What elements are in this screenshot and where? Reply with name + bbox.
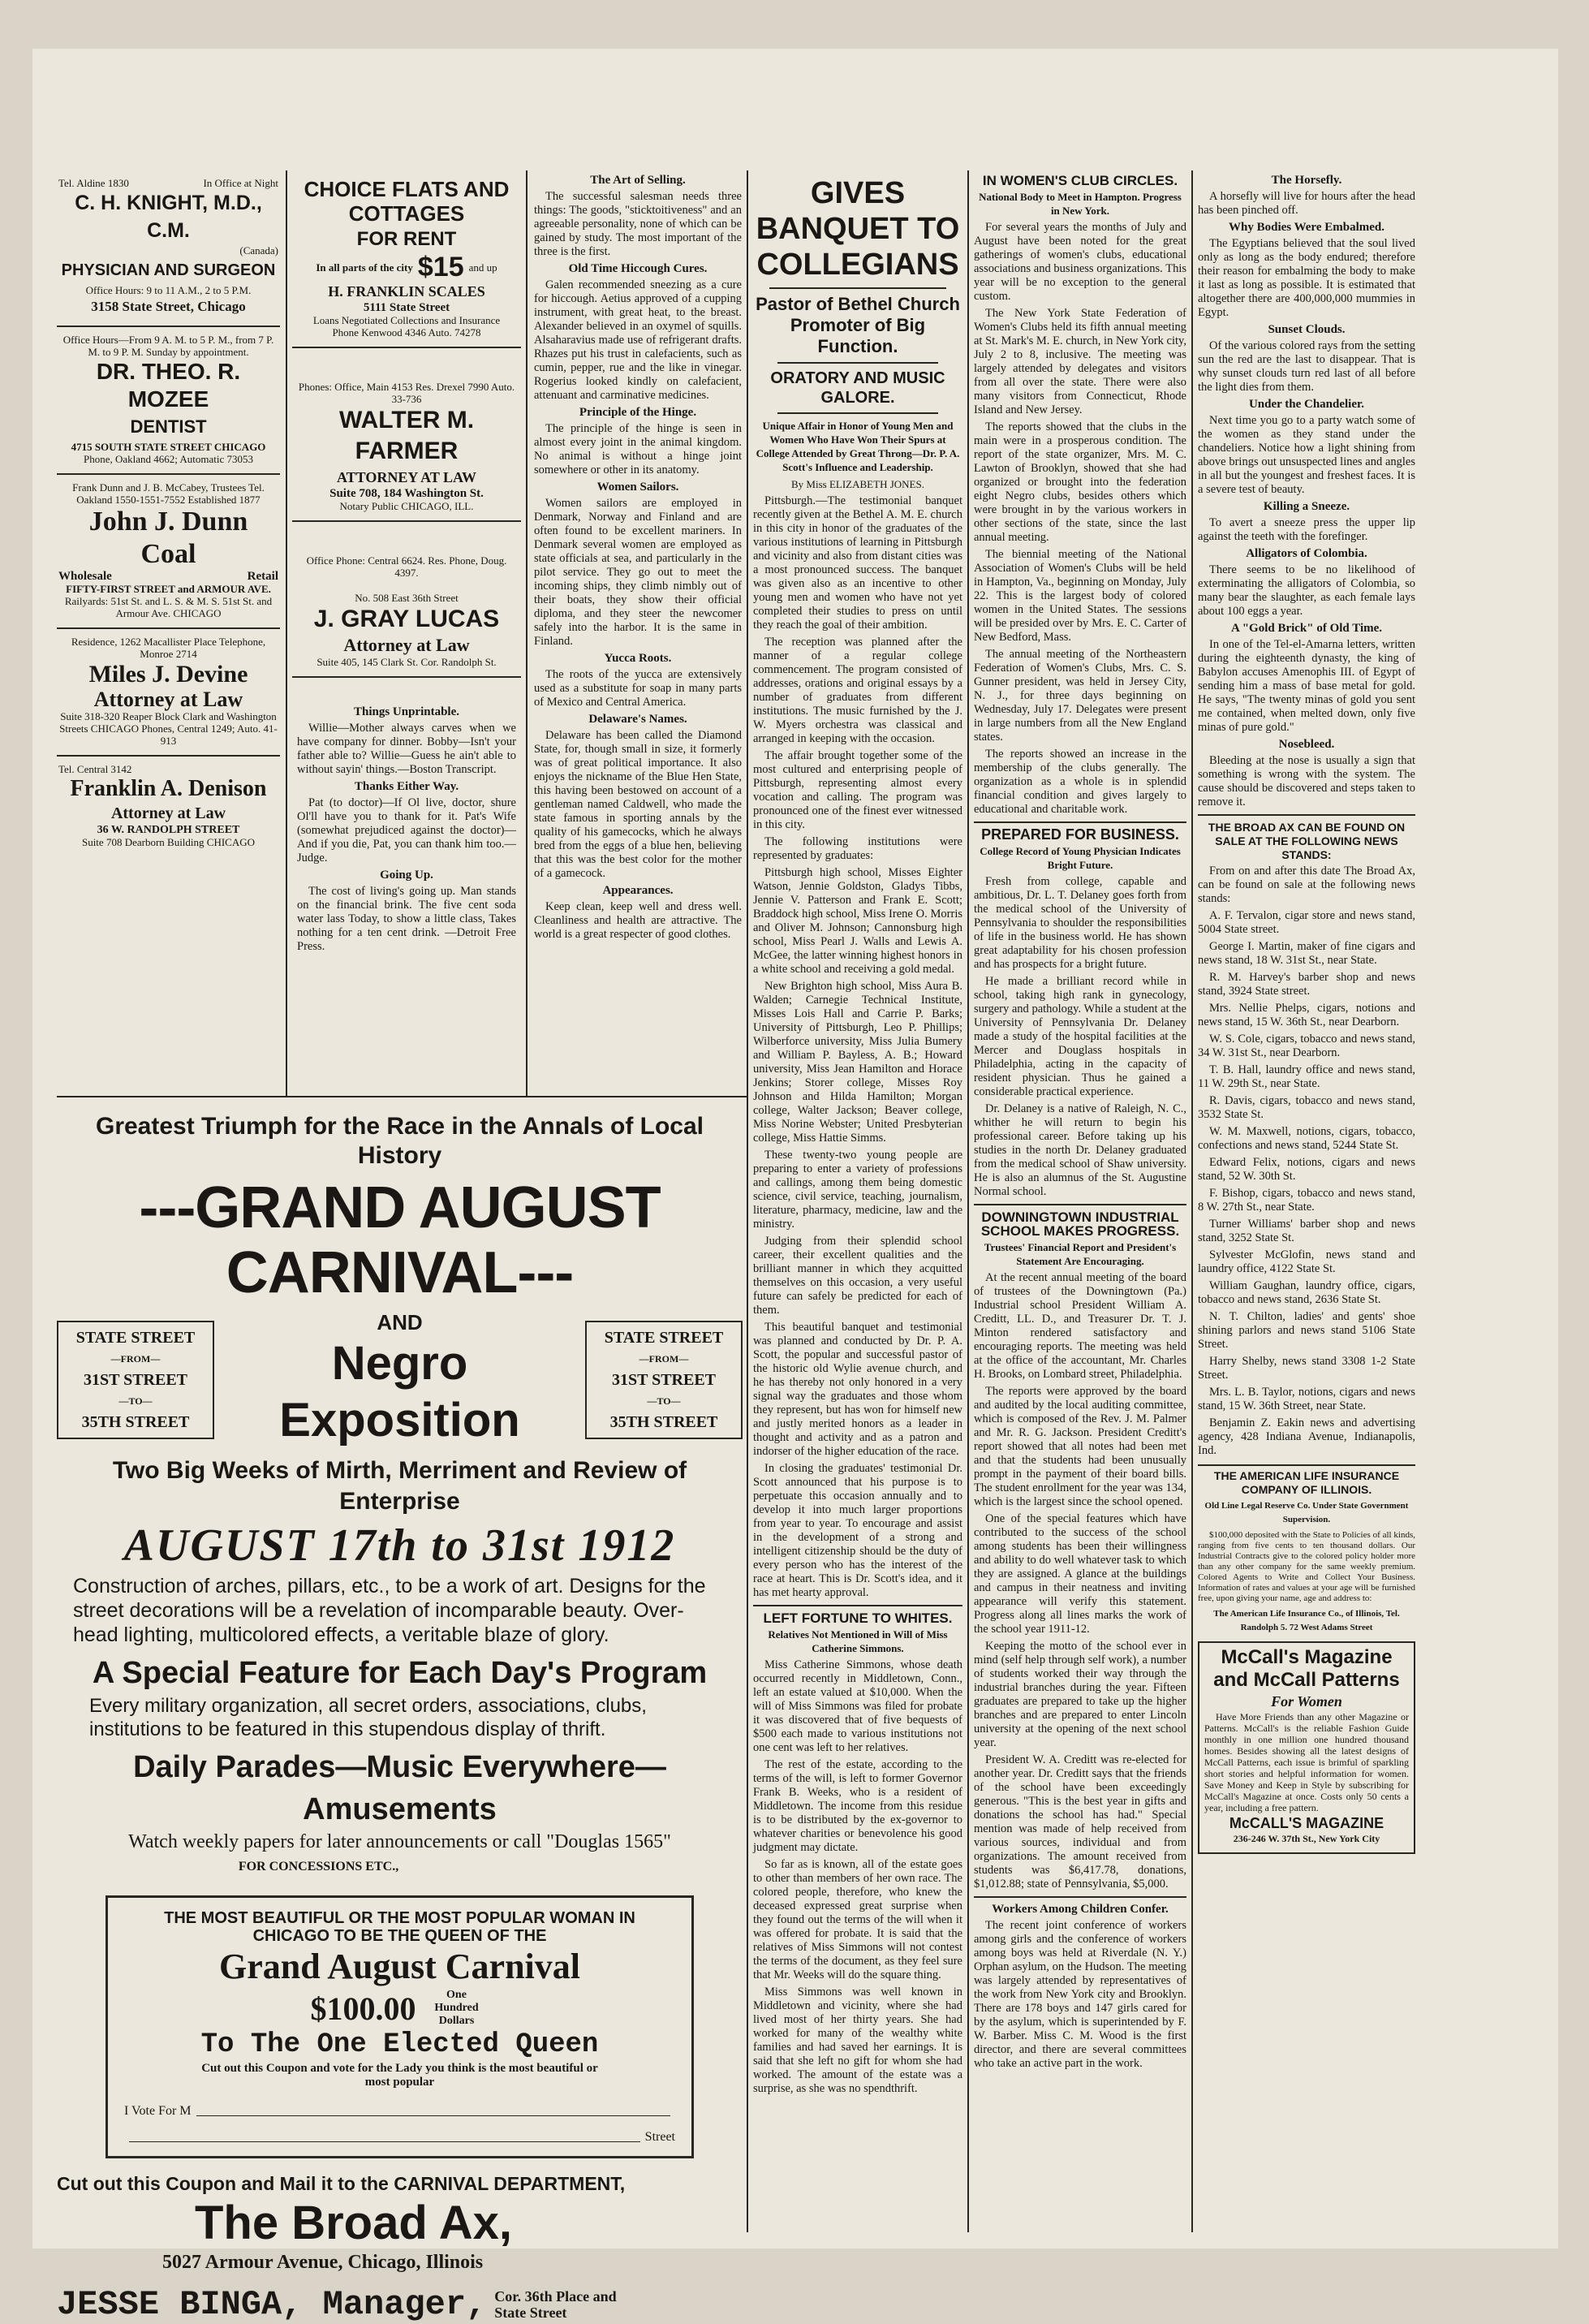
column-womens-clubs bbox=[974, 170, 1186, 2232]
downingtown-p5: President W. A. Creditt was re-elected for another year. Dr. Creditt says that the friends of the school have been exceedingly generous. "This is the best year in gifts and donations the school has had." Special mention was made of help received from various sources, individual and from organizations. The amount received from students was $6,417.78, donations, $1,012.88; state of Pennsylvania, $5,000. bbox=[974, 1753, 1186, 1891]
sneeze-title: Killing a Sneeze. bbox=[1263, 500, 1350, 513]
insurance-sub: Old Line Legal Reserve Co. Under State Government Supervision. bbox=[1204, 1501, 1409, 1524]
column-rule bbox=[747, 170, 748, 2232]
paper-name: The Broad Ax, bbox=[195, 2197, 513, 2249]
mccall-text: Have More Friends than any other Magazine or Patterns. McCall's is the reliable Fashion Guide monthly in one million one hundred thousand homes. Besides showing all the latest designs of McCall Patterns, each issue is brimful of sparkling short stories and helpful information for women. Save Money and Keep in Style by subscribing for McCall's Magazine at once. Costs only 50 cents a year, including a free pattern. bbox=[1204, 1711, 1409, 1813]
sunset-text: Of the various colored rays from the setting sun the red are the last to disappear. That is why sunset clouds turn red last of all before the light dies from them. bbox=[1198, 339, 1415, 394]
hinge-title: Principle of the Hinge. bbox=[579, 406, 697, 419]
chandelier-title: Under the Chandelier. bbox=[1248, 398, 1365, 411]
downingtown-p2: The reports were approved by the board and audited by the local auditing committee, which is composed of the Rev. J. M. Palmer and Mr. R. G. Jackson. President Creditt's report showed that all notes had been met and that the students had been unusually prompt in the payment of their board bills. The student enrollment for the year was 134, which is the largest since the school opened. bbox=[974, 1385, 1186, 1508]
denison-phone: Tel. Central 3142 bbox=[58, 763, 132, 775]
column-rule bbox=[967, 170, 969, 2232]
coupon-vote-line[interactable] bbox=[196, 2115, 670, 2116]
flats-price: $15 bbox=[417, 252, 464, 282]
selling-text: The successful salesman needs three things: The goods, "sticktoitiveness" and an agreeable personality, none of which can be gained by study. The most important of the three is the first. bbox=[534, 190, 742, 258]
coupon-street-label: Street bbox=[644, 2130, 675, 2144]
clubs-headline: IN WOMEN'S CLUB CIRCLES. bbox=[982, 173, 1178, 188]
paper-address: 5027 Armour Avenue, Chicago, Illinois bbox=[162, 2252, 484, 2273]
carnival-mail: Cut out this Coupon and Mail it to the CARNIVAL DEPARTMENT, bbox=[57, 2173, 626, 2194]
mccall-foot: McCALL'S MAGAZINE bbox=[1229, 1815, 1384, 1831]
carnival-expo: Negro Exposition bbox=[279, 1337, 520, 1447]
bodies-text: The Egyptians believed that the soul lived only as long as the body endured; therefore their reason for embalming the body to make it last as long as possible. It is estimated that altogether there are 400,000,000 mummies in Egypt. bbox=[1198, 237, 1415, 319]
downingtown-head: DOWNINGTOWN INDUSTRIAL SCHOOL MAKES PROGRESS. bbox=[980, 1209, 1180, 1239]
delaware-title: Delaware's Names. bbox=[588, 713, 687, 726]
mozee-card bbox=[57, 327, 280, 475]
dunn-card bbox=[57, 475, 280, 629]
alligators-text: There seems to be no likelihood of exterminating the alligators of Colombia, so many bear the slaughter, as each female lays about 100 eggs a year. bbox=[1198, 563, 1415, 618]
carnival-weeks: Two Big Weeks of Mirth, Merriment and Review of Enterprise bbox=[112, 1457, 687, 1515]
brick-title: A "Gold Brick" of Old Time. bbox=[1230, 622, 1383, 635]
yucca-title: Yucca Roots. bbox=[604, 652, 672, 665]
farmer-name: WALTER M. FARMER bbox=[338, 407, 475, 464]
news-stand-entry: F. Bishop, cigars, tobacco and news stand, 8 W. 27th St., near State. bbox=[1198, 1187, 1415, 1214]
carnival-construction: Construction of arches, pillars, etc., to be a work of art. Designs for the street decorations will be a revelation of incomparable beauty. Over-head lighting, multicolored effects, a veritable blaze of glory. bbox=[73, 1575, 706, 1646]
carnival-dates: AUGUST 17th to 31st 1912 bbox=[123, 1520, 676, 1571]
street-box-line: —FROM— bbox=[639, 1352, 689, 1365]
denison-name: Franklin A. Denison bbox=[70, 776, 267, 801]
farmer-suite: Suite 708, 184 Washington St. bbox=[329, 487, 484, 500]
mccall-head: McCall's Magazine and McCall Patterns bbox=[1213, 1646, 1400, 1691]
flats-loans: Loans Negotiated Collections and Insurance bbox=[312, 314, 501, 326]
lucas-name: J. GRAY LUCAS bbox=[313, 606, 500, 632]
street-box-line: 31ST STREET bbox=[83, 1370, 188, 1389]
queen-coupon[interactable] bbox=[106, 1895, 694, 2158]
clubs-p4: The biennial meeting of the National Association of Women's Clubs will be held in Hampton, Va., beginning on Monday, July 22. This is the largest body of colored women in the United States. The sessions will be presided over by Mrs. E. C. Carter of New Bedford, Mass. bbox=[974, 548, 1186, 644]
column-notes bbox=[1198, 170, 1415, 2232]
left-fortune-p2: The rest of the estate, according to the terms of the will, is left to former Governor Frank B. Weeks, who is a resident of Middletown. The income from this residue is to be distributed by the ex-governor to whatever charities or benevolence his good judgment may dictate. bbox=[753, 1758, 962, 1854]
prepared-p1: Fresh from college, capable and ambitious, Dr. L. T. Delaney goes forth from the medical school of the University of Pennsylvania to shoulder the responsibilities of life in the business world. He has shown great adaptability for his chosen profession and has prospects for a bright future. bbox=[974, 875, 1186, 971]
banquet-deck1: Pastor of Bethel Church Promoter of Big Function. bbox=[756, 294, 960, 356]
coupon-title: Grand August Carnival bbox=[219, 1947, 580, 1986]
banquet-p9: This beautiful banquet and testimonial was planned and conducted by Dr. P. A. Scott, the popular and successful pastor of the historic old Wylie avenue church, and he has thereby not only honored in a very signal way the graduates and those whom they represent, but has won for himself new and justly merited honors as a leader in thought and activity and as a patron and indorser of the higher education of the race. bbox=[753, 1321, 962, 1458]
flats-and-up: and up bbox=[468, 261, 497, 274]
devine-title: Attorney at Law bbox=[93, 688, 243, 711]
dunn-address: FIFTY-FIRST STREET and ARMOUR AVE. bbox=[66, 583, 271, 595]
stands-head: THE BROAD AX CAN BE FOUND ON SALE AT THE FOLLOWING NEWS STANDS: bbox=[1208, 821, 1406, 861]
lucas-title: Attorney at Law bbox=[343, 635, 470, 655]
appearances-title: Appearances. bbox=[602, 884, 674, 897]
thanks-text: Pat (to doctor)—If Ol live, doctor, shure Ol'll have you to thank for it. Pat's Wife (somewhat prejudiced against the doctor)—And if you die, Pat, you can thank him too.—Judge. bbox=[297, 796, 516, 864]
denison-suite: Suite 708 Dearborn Building CHICAGO bbox=[81, 836, 256, 848]
banquet-p2: The reception was planned after the manner of a regular college commencement. The program consisted of addresses, orations and original essays by a number of graduates from different institutions. The music furnished by the J. W. Myers orchestra was classical and arranged in keeping with the occasion. bbox=[753, 636, 962, 745]
flats-agent-address: 5111 State Street bbox=[363, 301, 450, 314]
delaware-text: Delaware has been called the Diamond State, for, though small in size, it formerly was of great political importance. It also enjoys the nickname of the Blue Hen State, this having been bestowed on account of a gentleman named Caldwell, who made the state famous in sporting annals by the quality of his gamecocks, which he always bred from the eggs of a blue hen, believing that this was the best color for the mother of a gamecock. bbox=[534, 729, 742, 880]
carnival-and: AND bbox=[377, 1310, 423, 1334]
sailors-title: Women Sailors. bbox=[596, 481, 679, 494]
workers-head: Workers Among Children Confer. bbox=[992, 1903, 1169, 1916]
flats-sub: FOR RENT bbox=[356, 228, 457, 250]
farmer-phones: Phones: Office, Main 4153 Res. Drexel 7990 Auto. 33-736 bbox=[298, 381, 515, 405]
street-box-line: 31ST STREET bbox=[611, 1370, 717, 1389]
knight-address: 3158 State Street, Chicago bbox=[91, 299, 246, 314]
hinge-text: The principle of the hinge is seen in almost every joint in the animal kingdom. No animal is without a hinge joint somewhere or other in its anatomy. bbox=[534, 422, 742, 476]
carnival-title: ---GRAND AUGUST CARNIVAL--- bbox=[139, 1175, 661, 1305]
street-box-line: 35TH STREET bbox=[609, 1412, 718, 1431]
banquet-p5: Pittsburgh high school, Misses Eighter Watson, Jennie Goldston, Gladys Tibbs, Jennie V. Patterson and Frank E. Scott; Braddock high school, Miss Irene O. Morris and Oliver M. Johnson; Cannonsburg high school, Miss Pearl J. Walls and Lewis A. McGee, the latter winning highest honors in a white school and receiving a gold medal. bbox=[753, 866, 962, 976]
clubs-p6: The reports showed an increase in the membership of the clubs generally. The organization as a whole is in splendid financial condition and gives largely to educational and charitable work. bbox=[974, 748, 1186, 816]
lucas-suite: Suite 405, 145 Clark St. Cor. Randolph St. bbox=[317, 656, 497, 668]
column-rule bbox=[286, 170, 287, 1096]
knight-title: PHYSICIAN AND SURGEON bbox=[61, 261, 276, 279]
denison-title: Attorney at Law bbox=[110, 804, 226, 822]
goingup-text: The cost of living's going up. Man stands on the financial brink. The five cent soda water lass Today, to show a little class, Takes nothing for a ten cent drink. —Detroit Free Press. bbox=[297, 885, 516, 953]
news-stand-entry: A. F. Tervalon, cigar store and news stand, 5004 State street. bbox=[1198, 909, 1415, 936]
banquet-byline: By Miss ELIZABETH JONES. bbox=[791, 478, 924, 490]
knight-hours: Office Hours: 9 to 11 A.M., 2 to 5 P.M. bbox=[85, 284, 252, 296]
carnival-top-rule bbox=[57, 1096, 747, 1097]
news-stand-entry: Benjamin Z. Eakin news and advertising agency, 428 Indiana Avenue, Indianapolis, Ind. bbox=[1198, 1416, 1415, 1457]
carnival-concessions: FOR CONCESSIONS ETC., bbox=[238, 1860, 399, 1873]
clubs-deck: National Body to Meet in Hampton. Progress in New York. bbox=[979, 191, 1182, 217]
mccall-ad bbox=[1198, 1641, 1415, 1854]
farmer-title: ATTORNEY AT LAW bbox=[336, 469, 477, 485]
coupon-amount: $100.00 bbox=[310, 1990, 416, 2027]
left-fortune-head: LEFT FORTUNE TO WHITES. bbox=[763, 1610, 953, 1626]
coupon-vote-label: I Vote For M bbox=[124, 2104, 192, 2118]
banquet-p4: The following institutions were represented by graduates: bbox=[753, 835, 962, 862]
carnival-advertisement bbox=[57, 1104, 743, 2324]
mccall-sub: For Women bbox=[1271, 1693, 1342, 1710]
banquet-p7: These twenty-two young people are preparing to enter a variety of professions and callings, among them being domestic science, civil service, teaching, journalism, literature, pharmacy, medicine, law and the ministry. bbox=[753, 1149, 962, 1231]
manager-corner: Cor. 36th Place and State Street bbox=[494, 2288, 617, 2321]
coupon-head: THE MOST BEAUTIFUL OR THE MOST POPULAR WOMAN IN CHICAGO TO BE THE QUEEN OF THE bbox=[164, 1909, 635, 1945]
insurance-foot: The American Life Insurance Co., of Illinois, Tel. Randolph 5. 72 West Adams Street bbox=[1213, 1609, 1400, 1632]
dunn-retail: Retail bbox=[247, 570, 278, 583]
news-stand-entry: W. M. Maxwell, notions, cigars, tobacco, confections and news stand, 5244 State St. bbox=[1198, 1125, 1415, 1152]
stands-intro: From on and after this date The Broad Ax, can be found on sale at the following news stands: bbox=[1198, 864, 1415, 905]
news-stand-entry: Mrs. Nellie Phelps, cigars, notions and news stand, 15 W. 36th St., near Dearborn. bbox=[1198, 1002, 1415, 1028]
manager-name: JESSE BINGA, Manager, bbox=[57, 2285, 487, 2324]
clubs-p1: For several years the months of July and August have been noted for the great gatherings of women's clubs, educational associations and business organizations. This year will be no exception to the general custom. bbox=[974, 221, 1186, 303]
news-stand-entry: William Gaughan, laundry office, cigars, tobacco and news stand, 2636 State St. bbox=[1198, 1279, 1415, 1306]
bodies-title: Why Bodies Were Embalmed. bbox=[1229, 221, 1384, 234]
insurance-head: THE AMERICAN LIFE INSURANCE COMPANY OF ILLINOIS. bbox=[1213, 1469, 1400, 1496]
carnival-left-box bbox=[57, 1321, 214, 1439]
lucas-address1: No. 508 East 36th Street bbox=[355, 592, 459, 604]
banquet-deck3: Unique Affair in Honor of Young Men and Women Who Have Won Their Spurs at College Attended by Great Throng—Dr. P. A. Scott's Influence and Leadership. bbox=[756, 420, 960, 473]
downingtown-p3: One of the special features which have contributed to the success of the school among students has been their willingness and ability to do well whatever task to which they are assigned. A glance at the buildings and campus in their neatness and inviting appearance will verify this statement. Progress along all lines marks the work of the school year 1911-12. bbox=[974, 1512, 1186, 1636]
banquet-p8: Judging from their splendid school career, their excellent qualities and the brilliant manner in which they acquitted themselves on this occasion, a very useful future can safely be predicted for each of them. bbox=[753, 1235, 962, 1317]
news-stand-entry: R. M. Harvey's barber shop and news stand, 3924 State street. bbox=[1198, 971, 1415, 998]
knight-card bbox=[57, 170, 280, 327]
insurance-text: $100,000 deposited with the State to Policies of all kinds, ranging from five cents to ten thousand dollars. Our Industrial Contracts give to the colored policy holder more than any other company for the same weekly premium. Colored Agents to Write and Collect Your Business. Information of rates and values at your age will be furnished free, upon giving your name, age and address to: bbox=[1198, 1530, 1415, 1603]
column-cards-1 bbox=[57, 170, 280, 1096]
appearances-text: Keep clean, keep well and dress well. Cleanliness and health are attractive. The world is a great respecter of good clothes. bbox=[534, 900, 742, 941]
unprintable-text: Willie—Mother always carves when we have company for dinner. Bobby—Isn't your father able to? Willie—Guess he ain't able to without sayin' things.—Boston Transcript. bbox=[297, 722, 516, 776]
brick-text: In one of the Tel-el-Amarna letters, written during the eighteenth dynasty, the king of Babylon accuses Amenophis III. of Egypt of sending him a mass of base metal for gold. He says, "The twenty minas of gold you sent me contained, when melted down, only five minas of pure gold." bbox=[1198, 638, 1415, 734]
devine-name: Miles J. Devine bbox=[88, 661, 248, 688]
banquet-p1: Pittsburgh.—The testimonial banquet recently given at the Bethel A. M. E. church in this city in honor of the graduates of the various institutions of learning in Pittsburgh and vicinity and also from distant cities was a most pronounced success. The banquet was given also as an incentive to other young men and women who have not yet completed their studies to press on until they reach the goal of their ambition. bbox=[753, 494, 962, 632]
workers-text: The recent joint conference of workers among girls and the conference of workers among boys was held at Riverdale (N. Y.) Orphan asylum, on the Hudson. The meeting was largely attended by representatives of the work from New York city and Brooklyn. There are 178 boys and 147 girls cared for by the asylum, which is superintended by F. W. Barber. Miss C. M. Wood is the first director, and there are several committees who take an active part in the work. bbox=[974, 1919, 1186, 2070]
nosebleed-title: Nosebleed. bbox=[1278, 738, 1335, 751]
news-stand-entry: W. S. Cole, cigars, tobacco and news stand, 34 W. 31st St., near Dearborn. bbox=[1198, 1033, 1415, 1059]
flats-agent: H. FRANKLIN SCALES bbox=[328, 283, 485, 300]
left-fortune-p3: So far as is known, all of the estate goes to other than members of her own race. The colored people, therefore, who knew the deceased expressed great surprise when they found out the terms of the will when it was offered for probate. It is said that the relatives of Miss Simmons will not contest the terms of the document, as they feel sure that Mr. Weeks will do the square thing. bbox=[753, 1858, 962, 1981]
thanks-title: Thanks Either Way. bbox=[354, 780, 459, 793]
coupon-amount-words: One Hundred Dollars bbox=[434, 1989, 479, 2027]
horsefly-title: The Horsefly. bbox=[1271, 174, 1342, 187]
left-fortune-p4: Miss Simmons was well known in Middletown and vicinity, where she had lived most of her thirty years. She had worked for many of the wealthy white families and had saved her earnings. It is said that she left no gift for whom she had worked. The amount of the estate was a surprise, as she was no spendthrift. bbox=[753, 1986, 962, 2095]
dunn-name: John J. Dunn Coal bbox=[88, 507, 248, 569]
nosebleed-text: Bleeding at the nose is usually a sign that something is wrong with the system. The cause should be discovered and steps taken to remove it. bbox=[1198, 754, 1415, 808]
news-stand-entry: Edward Felix, notions, cigars and news stand, 52 W. 30th St. bbox=[1198, 1156, 1415, 1183]
banquet-p6: New Brighton high school, Miss Aura B. Walden; Carnegie Technical Institute, Misses Lois Hall and Carrie P. Barks; University of Pittsburgh, Leo P. Phillips; Wilberforce university, Miss Julia Bumery and William P. Bayless, A. B.; Howard university, Miss Jean Hamilton and Horace Jenkins; Storer college, Misses Roy Johnson and Hilda Hamilton; Morgan college, Walter Jackson; Beaver college, Miss Norine Webster; United Presbyterian college, Miss Hattie Simms. bbox=[753, 980, 962, 1145]
sunset-title: Sunset Clouds. bbox=[1268, 323, 1346, 336]
knight-hours-note: In Office at Night bbox=[203, 177, 278, 189]
farmer-notary: Notary Public CHICAGO, ILL. bbox=[339, 500, 474, 512]
left-fortune-p1: Miss Catherine Simmons, whose death occurred recently in Middletown, Conn., left an estate valued at $10,000. When the will of Miss Simmons was filed for probate it was discovered that of five bequests of $500 each made to various institutions not one cent was left to her relatives. bbox=[753, 1658, 962, 1754]
dunn-trustees: Frank Dunn and J. B. McCabey, Trustees Tel. Oakland 1550-1551-7552 Established 1877 bbox=[72, 481, 265, 506]
knight-phone: Tel. Aldine 1830 bbox=[58, 177, 129, 189]
flats-parts: In all parts of the city bbox=[316, 261, 413, 274]
downingtown-deck: Trustees' Financial Report and President's Statement Are Encouraging. bbox=[984, 1241, 1177, 1267]
column-rule bbox=[526, 170, 528, 1096]
flats-card bbox=[292, 170, 521, 348]
clubs-p3: The reports showed that the clubs in the main were in a prosperous condition. The report of the state organizer, Mrs. M. C. Lawton of Brooklyn, showed that she had organized or brought into the federation eight Negro clubs, besides others which were brought in by the various workers in other sections of the state, since the last annual meeting. bbox=[974, 420, 1186, 544]
lucas-phone: Office Phone: Central 6624. Res. Phone, Doug. 4397. bbox=[306, 554, 507, 579]
carnival-watch: Watch weekly papers for later announcements or call "Douglas 1565" bbox=[128, 1831, 671, 1852]
news-stand-entry: Harry Shelby, news stand 3308 1-2 State Street. bbox=[1198, 1355, 1415, 1382]
mozee-phone: Phone, Oakland 4662; Automatic 73053 bbox=[83, 453, 254, 465]
prepared-deck: College Record of Young Physician Indicates Bright Future. bbox=[980, 845, 1181, 871]
hiccough-text: Galen recommended sneezing as a cure for hiccough. Aetius approved of a cupping instrument, with great heat, to the breast. Alexander believed in an oxymel of squills. Alsaharavius made use of refrigerant drafts. Rhazes put his trust in calefacients, such as cumin, pepper, rue and the like in vinegar. Rogerius looked kindly on calefacient, attenuant and carminative medicines. bbox=[534, 278, 742, 402]
coupon-queen: To The One Elected Queen bbox=[200, 2029, 599, 2060]
banquet-deck2: ORATORY AND MUSIC GALORE. bbox=[770, 369, 945, 407]
carnival-tagline: Greatest Triumph for the Race in the Annals of Local History bbox=[95, 1113, 704, 1169]
alligators-title: Alligators of Colombia. bbox=[1246, 547, 1367, 560]
news-stand-entry: N. T. Chilton, ladies' and gents' shoe shining parlors and news stand 5106 State Street. bbox=[1198, 1310, 1415, 1351]
mozee-address: 4715 SOUTH STATE STREET CHICAGO bbox=[71, 441, 266, 453]
column-rule bbox=[1191, 170, 1193, 2232]
street-box-line: STATE STREET bbox=[75, 1328, 196, 1347]
column-miscellany bbox=[534, 170, 742, 1096]
column-banquet bbox=[753, 170, 962, 2232]
clubs-p5: The annual meeting of the Northeastern Federation of Women's Clubs, Mrs. C. S. Gunner president, was held in Jersey City, N. J., for three days beginning on Wednesday, July 17. Delegates were present in large numbers from all the New England states. bbox=[974, 648, 1186, 744]
unprintable-title: Things Unprintable. bbox=[353, 705, 460, 718]
devine-residence: Residence, 1262 Macallister Place Telephone, Monroe 2714 bbox=[71, 636, 266, 660]
downingtown-p4: Keeping the motto of the school ever in mind (self help through self work), a number of students worked their way through the industrial branches during the year. Fifteen graduates are prepared to take up the higher branches and are prepared to enter Lincoln university at the opening of the next school year. bbox=[974, 1640, 1186, 1749]
prepared-p3: Dr. Delaney is a native of Raleigh, N. C., whither he will return to begin his professional career. Before taking up his studies in the north Dr. Delaney graduated from the medical school of Shaw university. He is also an alumnus of the St. Augustine Normal school. bbox=[974, 1102, 1186, 1198]
sneeze-text: To avert a sneeze press the upper lip against the teeth with the forefinger. bbox=[1198, 516, 1415, 543]
news-stand-entry: Mrs. L. B. Taylor, notions, cigars and news stand, 15 W. 36th Street, near State. bbox=[1198, 1386, 1415, 1412]
chandelier-text: Next time you go to a party watch some of the women as they stand under the chandeliers. Notice how a light shining from above brings out unsuspected lines and angles in all but the youngest and freshest faces. It is a severe test of beauty. bbox=[1198, 414, 1415, 496]
banquet-p3: The affair brought together some of the most cultured and enterprising people of Pittsburgh, representing almost every vocation and calling. The program was pronounced one of the finest ever witnessed in this city. bbox=[753, 749, 962, 831]
horsefly-text: A horsefly will live for hours after the head has been pinched off. bbox=[1198, 190, 1415, 217]
street-box-line: —FROM— bbox=[110, 1352, 161, 1365]
clubs-p2: The New York State Federation of Women's Clubs held its fifth annual meeting at St. Mark's M. E. church, in New York city, July 2 to 8, inclusive. The meeting was largely attended by delegates and visitors from all over the state. There were also many visitors from Connecticut, Rhode Island and New Jersey. bbox=[974, 307, 1186, 416]
news-stand-list bbox=[1198, 909, 1415, 1458]
news-stand-entry: Turner Williams' barber shop and news stand, 3252 State St. bbox=[1198, 1218, 1415, 1244]
dunn-yards: Railyards: 51st St. and L. S. & M. S. 51st St. and Armour Ave. CHICAGO bbox=[64, 595, 273, 619]
news-stand-entry: George I. Martin, maker of fine cigars and news stand, 18 W. 31st St., near State. bbox=[1198, 940, 1415, 967]
coupon-note: Cut out this Coupon and vote for the Lady you think is the most beautiful or most popular bbox=[201, 2062, 598, 2089]
carnival-parades: Daily Parades—Music Everywhere—Amusements bbox=[133, 1750, 666, 1826]
prepared-p2: He made a brilliant record while in school, taking high rank in gynecology, surgery and pathology. While a student at the University of Pennsylvania Dr. Delaney made a study of the hospital facilities at the Mercer and Douglass hospitals in Philadelphia, acting in the capacity of resident physician. Thus he gained a considerable practical experience. bbox=[974, 975, 1186, 1098]
flats-headline: CHOICE FLATS AND COTTAGES bbox=[304, 177, 510, 226]
street-box-line: —TO— bbox=[118, 1395, 153, 1407]
street-box-line: STATE STREET bbox=[604, 1328, 724, 1347]
banquet-p10: In closing the graduates' testimonial Dr. Scott announced that his purpose is to perpetuate this occasion annually and to develop it into much larger proportions from year to year. To encourage and assist in the development of a strong and intelligent citizenship should be the duty of every person who has the interest of the race at heart. This is Dr. Scott's idea, and it has met hearty approval. bbox=[753, 1462, 962, 1599]
mozee-title: DENTIST bbox=[130, 416, 207, 437]
carnival-right-box bbox=[585, 1321, 743, 1439]
dunn-wholesale: Wholesale bbox=[58, 570, 112, 583]
newspaper-page bbox=[32, 49, 1558, 2324]
prepared-head: PREPARED FOR BUSINESS. bbox=[981, 826, 1179, 843]
goingup-title: Going Up. bbox=[380, 869, 433, 882]
street-box-line: 35TH STREET bbox=[81, 1412, 190, 1431]
selling-title: The Art of Selling. bbox=[590, 174, 686, 187]
farmer-card bbox=[292, 348, 521, 522]
sailors-text: Women sailors are employed in Denmark, Norway and Finland and are often found to be excellent mariners. In Denmark several women are employed as state officials at sea, and particularly in the pilot service. They go out to meet the incoming ships, they climb nimbly out of their boats, they show their official diploma, and they steer the newcomer safely into the harbor. It is the same in Finland. bbox=[534, 497, 742, 648]
news-stand-entry: Sylvester McGlofin, news stand and laundry office, 4122 State St. bbox=[1198, 1248, 1415, 1275]
denison-card bbox=[57, 757, 280, 856]
coupon-street-line[interactable] bbox=[129, 2141, 640, 2142]
news-stand-entry: T. B. Hall, laundry office and news stand, 11 W. 29th St., near State. bbox=[1198, 1063, 1415, 1090]
banquet-headline: GIVES BANQUET TO COLLEGIANS bbox=[756, 176, 960, 282]
knight-country: (Canada) bbox=[239, 244, 278, 257]
hiccough-title: Old Time Hiccough Cures. bbox=[568, 262, 708, 275]
devine-suite: Suite 318-320 Reaper Block Clark and Washington Streets CHICAGO Phones, Central 1249; Auto. 41-913 bbox=[59, 710, 278, 747]
column-cards-2 bbox=[292, 170, 521, 1096]
mccall-address: 236-246 W. 37th St., New York City bbox=[1233, 1833, 1380, 1844]
left-fortune-deck: Relatives Not Mentioned in Will of Miss Catherine Simmons. bbox=[768, 1628, 948, 1654]
carnival-military: Every military organization, all secret orders, associations, clubs, institutions to be featured in this stupendous display of thrift. bbox=[89, 1695, 647, 1740]
denison-address: 36 W. RANDOLPH STREET bbox=[97, 824, 240, 836]
mozee-hours: Office Hours—From 9 A. M. to 5 P. M., from 7 P. M. to 9 P. M. Sunday by appointment. bbox=[62, 334, 274, 358]
street-box-line: —TO— bbox=[647, 1395, 681, 1407]
lucas-card bbox=[292, 522, 521, 678]
mozee-name: DR. THEO. R. MOZEE bbox=[96, 359, 241, 412]
carnival-feature: A Special Feature for Each Day's Program bbox=[92, 1656, 708, 1690]
knight-name: C. H. KNIGHT, M.D., C.M. bbox=[75, 192, 262, 242]
downingtown-p1: At the recent annual meeting of the board of trustees of the Downingtown (Pa.) Industrial school President William A. Creditt, LL. D., and Treasurer Dr. T. J. Minton rendered satisfactory and encouraging reports. The meeting was held at the office of the accountant, Mr. Charles H. Brooks, on Lombard street, Philadelphia. bbox=[974, 1271, 1186, 1381]
news-stand-entry: R. Davis, cigars, tobacco and news stand, 3532 State St. bbox=[1198, 1094, 1415, 1121]
devine-card bbox=[57, 629, 280, 757]
yucca-text: The roots of the yucca are extensively used as a substitute for soap in many parts of Mexico and Central America. bbox=[534, 668, 742, 709]
flats-phone: Phone Kenwood 4346 Auto. 74278 bbox=[332, 326, 481, 338]
